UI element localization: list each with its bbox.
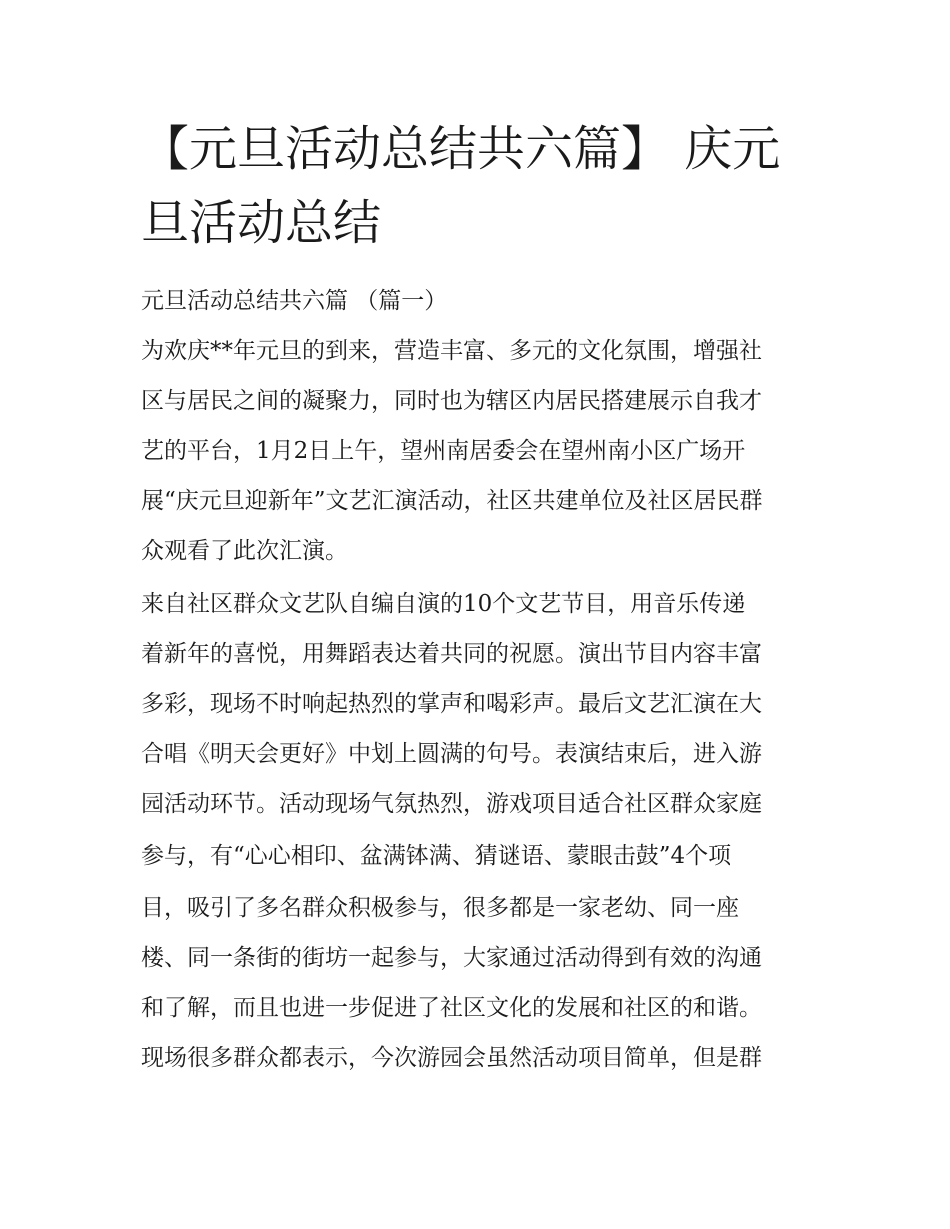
paragraph-line: 目，吸引了多名群众积极参与，很多都是一家老幼、同一座 bbox=[141, 895, 739, 921]
paragraph-line: 园活动环节。活动现场气氛热烈，游戏项目适合社区群众家庭 bbox=[141, 791, 762, 817]
paragraph-line: 区与居民之间的凝聚力，同时也为辖区内居民搭建展示自我才 bbox=[141, 388, 762, 414]
paragraph-line: 参与，有“心心相印、盆满钵满、猜谜语、蒙眼击鼓”4个项 bbox=[141, 843, 732, 869]
paragraph-line: 来自社区群众文艺队自编自演的10个文艺节目，用音乐传递 bbox=[141, 591, 746, 617]
paragraph-line: 着新年的喜悦，用舞蹈表达着共同的祝愿。演出节目内容丰富 bbox=[141, 641, 762, 667]
paragraph-line: 多彩，现场不时响起热烈的掌声和喝彩声。最后文艺汇演在大 bbox=[141, 691, 762, 717]
paragraph-line: 艺的平台，1月2日上午，望州南居委会在望州南小区广场开 bbox=[141, 438, 746, 464]
paragraph-line: 众观看了此次汇演。 bbox=[141, 538, 348, 564]
document-title: 【元旦活动总结共六篇】 庆元旦活动总结 bbox=[141, 121, 781, 251]
section-heading: 元旦活动总结共六篇 （篇一） bbox=[141, 288, 448, 314]
paragraph-line: 合唱《明天会更好》中划上圆满的句号。表演结束后，进入游 bbox=[141, 741, 762, 767]
paragraph-line: 为欢庆**年元旦的到来，营造丰富、多元的文化氛围，增强社 bbox=[141, 338, 762, 364]
paragraph-line: 现场很多群众都表示，今次游园会虽然活动项目简单，但是群 bbox=[141, 1045, 762, 1071]
paragraph-line: 楼、同一条街的街坊一起参与，大家通过活动得到有效的沟通 bbox=[141, 945, 762, 971]
paragraph-line: 展“庆元旦迎新年”文艺汇演活动，社区共建单位及社区居民群 bbox=[141, 488, 763, 514]
paragraph-line: 和了解，而且也进一步促进了社区文化的发展和社区的和谐。 bbox=[141, 995, 762, 1021]
